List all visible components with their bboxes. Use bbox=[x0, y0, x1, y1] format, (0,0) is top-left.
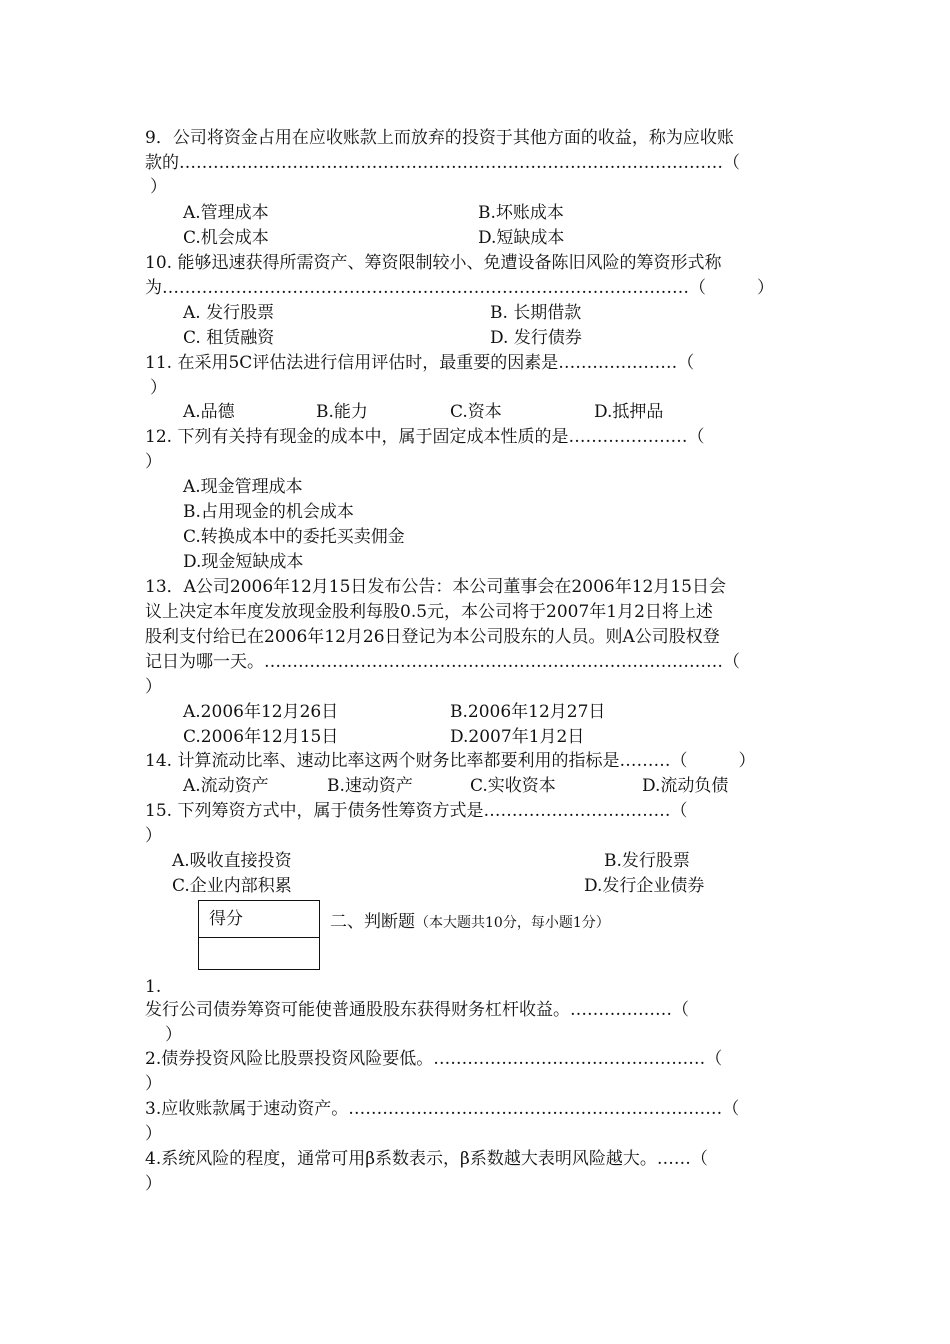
q13-line1: 13．A公司2006年12月15日发布公告：本公司董事会在2006年12月15日会 bbox=[145, 577, 726, 597]
q15-option-b: B.发行股票 bbox=[604, 851, 690, 871]
q9-option-c: C.机会成本 bbox=[183, 228, 269, 248]
q14-option-c: C.实收资本 bbox=[470, 776, 556, 796]
q9-option-a: A.管理成本 bbox=[183, 203, 269, 223]
j2-text: 2.债券投资风险比股票投资风险要低。…………………………………………（ bbox=[145, 1049, 723, 1069]
q9-option-b: B.坏账成本 bbox=[478, 203, 564, 223]
q11-option-b: B.能力 bbox=[316, 402, 368, 422]
q11-line1: 11. 在采用5C评估法进行信用评估时，最重要的因素是…………………（ bbox=[145, 353, 695, 373]
section-title-note: （本大题共10分，每小题1分） bbox=[415, 915, 610, 931]
q13-line5: ） bbox=[145, 677, 162, 697]
j4-close: ） bbox=[145, 1174, 162, 1194]
q14-option-b: B.速动资产 bbox=[327, 776, 413, 796]
q13-line4: 记日为哪一天。………………………………………………………………………（ bbox=[145, 652, 740, 672]
q14-option-d: D.流动负债 bbox=[642, 776, 729, 796]
q11-line2: ） bbox=[150, 378, 167, 398]
q13-option-a: A.2006年12月26日 bbox=[183, 702, 339, 722]
q12-line1: 12. 下列有关持有现金的成本中，属于固定成本性质的是…………………（ bbox=[145, 427, 705, 447]
j2-close: ） bbox=[145, 1074, 162, 1094]
q11-option-d: D.抵押品 bbox=[594, 402, 664, 422]
q9-line1: 9．公司将资金占用在应收账款上而放弃的投资于其他方面的收益，称为应收账 bbox=[145, 128, 734, 148]
q14-line1: 14. 计算流动比率、速动比率这两个财务比率都要利用的指标是………（ ） bbox=[145, 751, 756, 771]
q10-line2: 为…………………………………………………………………………………（ ） bbox=[145, 278, 774, 298]
q12-line2: ） bbox=[145, 452, 162, 472]
q10-line1: 10. 能够迅速获得所需资产、筹资限制较小、免遭设备陈旧风险的筹资形式称 bbox=[145, 253, 722, 273]
section-title bbox=[330, 911, 610, 934]
q15-line1: 15. 下列筹资方式中，属于债务性筹资方式是……………………………（ bbox=[145, 801, 688, 821]
q9-option-d: D.短缺成本 bbox=[478, 228, 565, 248]
q13-line3: 股利支付给已在2006年12月26日登记为本公司股东的人员。则A公司股权登 bbox=[145, 627, 720, 647]
q15-option-c: C.企业内部积累 bbox=[172, 876, 292, 896]
q13-line2: 议上决定本年度发放现金股利每股0.5元，本公司将于2007年1月2日将上述 bbox=[145, 602, 713, 622]
q12-option-c: C.转换成本中的委托买卖佣金 bbox=[183, 527, 405, 547]
q10-option-a: A. 发行股票 bbox=[183, 303, 275, 323]
q10-option-d: D. 发行债券 bbox=[490, 328, 582, 348]
q11-option-c: C.资本 bbox=[450, 402, 502, 422]
q15-option-d: D.发行企业债券 bbox=[584, 876, 705, 896]
q13-option-b: B.2006年12月27日 bbox=[450, 702, 606, 722]
q9-line2: 款的……………………………………………………………………………………（ bbox=[145, 153, 740, 173]
score-box bbox=[198, 900, 320, 970]
q15-line2: ） bbox=[145, 826, 162, 846]
q9-line3: ） bbox=[150, 177, 167, 197]
score-label: 得分 bbox=[199, 901, 319, 938]
j1-close: ） bbox=[165, 1025, 182, 1045]
q10-option-b: B. 长期借款 bbox=[490, 303, 582, 323]
j1-number: 1. bbox=[145, 977, 162, 997]
q14-option-a: A.流动资产 bbox=[183, 776, 269, 796]
j1-text: 发行公司债券筹资可能使普通股股东获得财务杠杆收益。………………（ bbox=[145, 1000, 689, 1020]
q11-option-a: A.品德 bbox=[183, 402, 235, 422]
section-title-text: 二、判断题 bbox=[330, 912, 415, 932]
q15-option-a: A.吸收直接投资 bbox=[172, 851, 292, 871]
q10-option-c: C. 租赁融资 bbox=[183, 328, 275, 348]
j3-close: ） bbox=[145, 1124, 162, 1144]
j3-text: 3.应收账款属于速动资产。…………………………………………………………（ bbox=[145, 1099, 740, 1119]
j4-text: 4.系统风险的程度，通常可用β系数表示，β系数越大表明风险越大。……（ bbox=[145, 1149, 708, 1169]
score-blank-cell[interactable] bbox=[199, 938, 319, 970]
q12-option-d: D.现金短缺成本 bbox=[183, 552, 304, 572]
q13-option-c: C.2006年12月15日 bbox=[183, 727, 339, 747]
q12-option-b: B.占用现金的机会成本 bbox=[183, 502, 354, 522]
q12-option-a: A.现金管理成本 bbox=[183, 477, 303, 497]
q13-option-d: D.2007年1月2日 bbox=[450, 727, 585, 747]
